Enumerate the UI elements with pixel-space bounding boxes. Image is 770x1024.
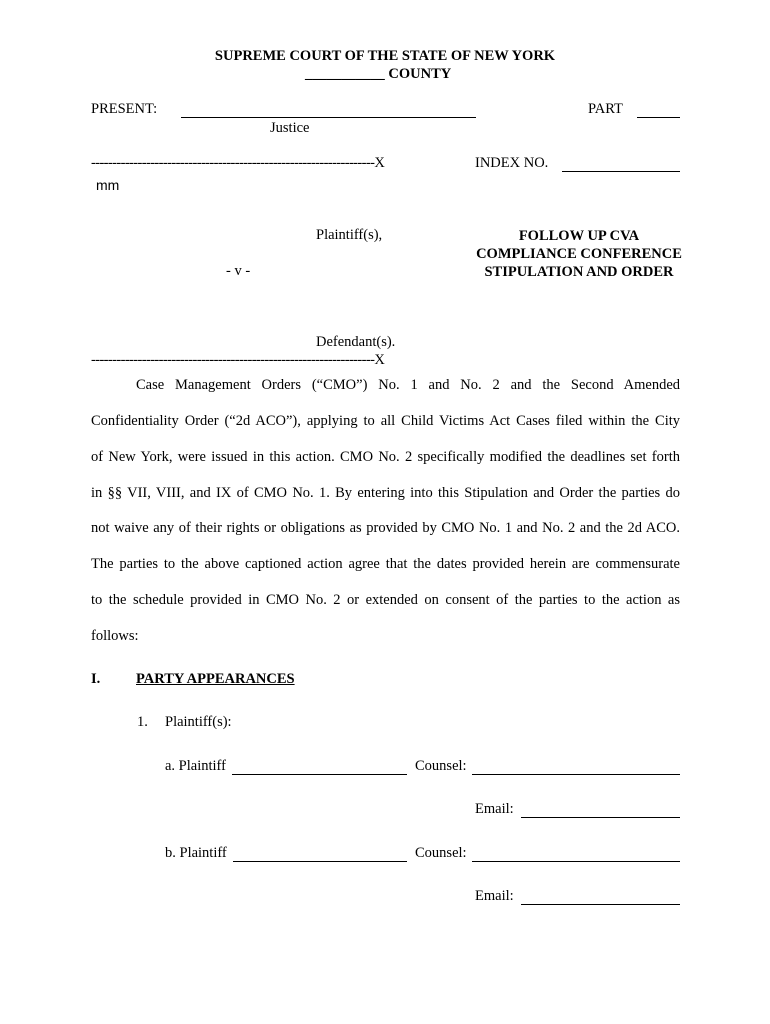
body-line-6: The parties to the above captioned action agree that the dates provided herein are commensurate — [91, 556, 680, 572]
justice-name-field[interactable] — [181, 103, 476, 118]
caption-separator-bottom: -------------------------------------------------------------------X — [91, 352, 385, 368]
county-blank: ___________ — [305, 66, 385, 82]
plaintiff-b-label: b. Plaintiff — [165, 845, 227, 861]
item-label: Plaintiff(s): — [165, 714, 232, 730]
plaintiff-b-email-label: Email: — [475, 888, 514, 904]
plaintiff-b-field[interactable] — [233, 847, 407, 862]
body-line-4: in §§ VII, VIII, and IX of CMO No. 1. By entering into this Stipulation and Order the parties do — [91, 485, 680, 501]
body-line-7: to the schedule provided in CMO No. 2 or extended on consent of the parties to the action as — [91, 592, 680, 608]
plaintiff-b-counsel-label: Counsel: — [415, 845, 467, 861]
title-line-3: STIPULATION AND ORDER — [484, 264, 674, 280]
plaintiff-label: Plaintiff(s), — [316, 227, 383, 243]
present-label: PRESENT: — [91, 101, 158, 117]
part-field[interactable] — [637, 103, 680, 118]
document-title — [460, 227, 698, 281]
defendant-label: Defendant(s). — [316, 334, 396, 350]
section-title: PARTY APPEARANCES — [136, 671, 295, 687]
body-line-5: not waive any of their rights or obligations as provided by CMO No. 1 and No. 2 and the 2d ACO. — [91, 520, 680, 536]
plaintiff-a-counsel-label: Counsel: — [415, 758, 467, 774]
plaintiff-a-email-label: Email: — [475, 801, 514, 817]
plaintiff-a-field[interactable] — [232, 760, 407, 775]
part-label: PART — [588, 101, 623, 117]
county-heading — [305, 66, 451, 83]
title-line-2: COMPLIANCE CONFERENCE — [476, 246, 682, 262]
section-number: I. — [91, 671, 101, 687]
caption-separator-top: -------------------------------------------------------------------X — [91, 155, 385, 171]
county-label: COUNTY — [388, 66, 452, 82]
body-line-2: Confidentiality Order (“2d ACO”), applying to all Child Victims Act Cases filed within the City — [91, 413, 680, 429]
plaintiff-b-email-field[interactable] — [521, 890, 680, 905]
body-line-1: Case Management Orders (“CMO”) No. 1 and No. 2 and the Second Amended — [136, 377, 680, 393]
body-line-3: of New York, were issued in this action. CMO No. 2 specifically modified the deadlines set forth — [91, 449, 680, 465]
plaintiff-a-email-field[interactable] — [521, 803, 680, 818]
index-number-field[interactable] — [562, 157, 680, 172]
court-heading: SUPREME COURT OF THE STATE OF NEW YORK — [214, 48, 556, 64]
plaintiff-a-label: a. Plaintiff — [165, 758, 226, 774]
body-line-8: follows: — [91, 628, 139, 644]
plaintiff-a-counsel-field[interactable] — [472, 760, 680, 775]
plaintiff-b-counsel-field[interactable] — [472, 847, 680, 862]
item-number: 1. — [137, 714, 148, 730]
index-label: INDEX NO. — [475, 155, 549, 171]
title-line-1: FOLLOW UP CVA — [518, 228, 640, 244]
justice-label: Justice — [270, 120, 310, 136]
versus-label: - v - — [226, 263, 251, 279]
handwritten-mark: mm — [96, 177, 120, 193]
